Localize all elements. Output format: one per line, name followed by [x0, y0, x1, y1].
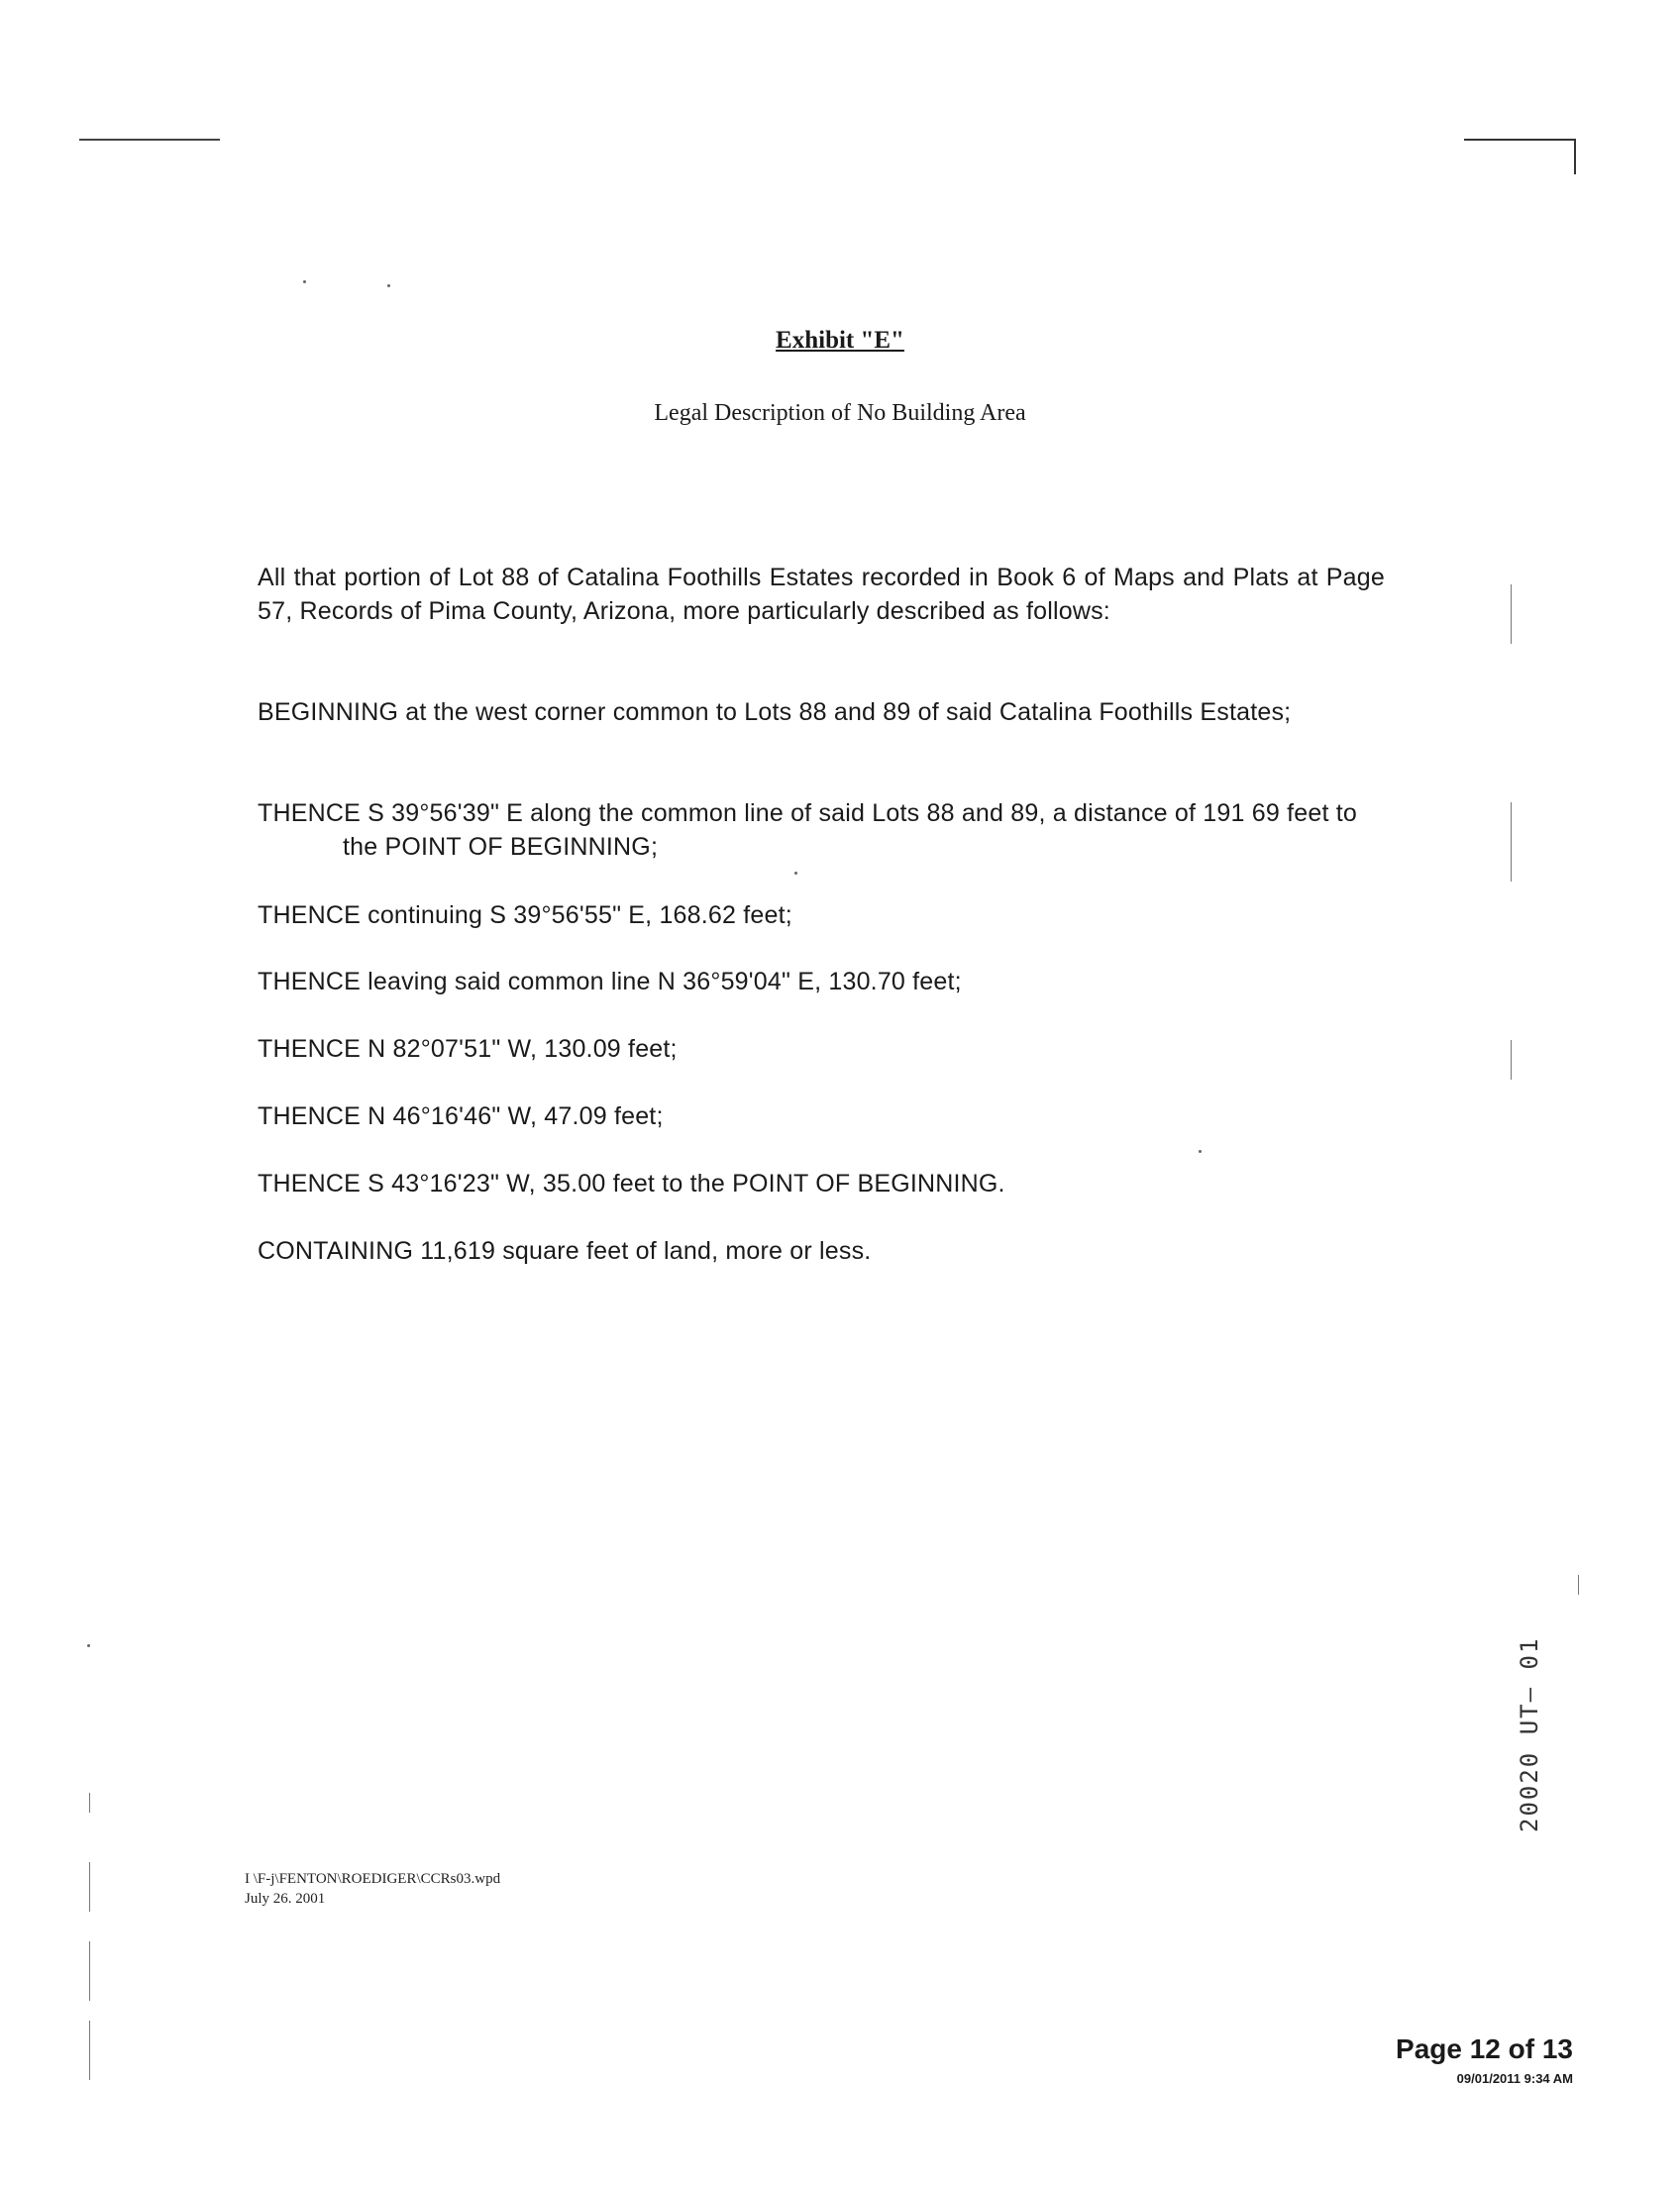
scan-speck: [794, 872, 797, 875]
scan-edge-mark: [1511, 1040, 1512, 1080]
legal-description-course: THENCE N 82°07'51" W, 130.09 feet;: [258, 1035, 678, 1063]
file-path: I \F-j\FENTON\ROEDIGER\CCRs03.wpd: [245, 1871, 501, 1887]
legal-description-course: THENCE continuing S 39°56'55" E, 168.62 feet;: [258, 901, 792, 929]
scan-speck: [387, 284, 390, 287]
scan-edge-mark: [1511, 584, 1512, 644]
scan-speck: [1199, 1150, 1202, 1153]
scan-line-top-left: [79, 139, 220, 141]
file-date: July 26. 2001: [245, 1891, 326, 1907]
legal-description-course: THENCE S 43°16'23" W, 35.00 feet to the POINT OF BEGINNING.: [258, 1170, 1005, 1198]
scan-corner-mark: [1574, 139, 1576, 174]
scan-edge-mark: [89, 1862, 90, 1912]
page-number: Page 12 of 13: [1396, 2033, 1573, 2064]
legal-description-course: BEGINNING at the west corner common to Lots 88 and 89 of said Catalina Foothills Estates;: [258, 698, 1292, 726]
scan-speck: [303, 280, 306, 283]
exhibit-subtitle: Legal Description of No Building Area: [654, 400, 1026, 426]
scan-edge-mark: [89, 1941, 90, 2001]
legal-description-course: THENCE S 39°56'39" E along the common line of said Lots 88 and 89, a distance of 191 69 feet to the POINT OF BEGINNING;: [258, 799, 1357, 861]
recording-stamp: 20020 UT— 01: [1516, 1636, 1543, 1832]
scan-speck: [87, 1644, 90, 1647]
legal-description-intro: All that portion of Lot 88 of Catalina Foothills Estates recorded in Book 6 of Maps and Plats at Page 57, Records of Pima County, Arizona, more particularly described as follows:: [258, 564, 1385, 625]
page-timestamp: 09/01/2011 9:34 AM: [1456, 2071, 1573, 2086]
scan-edge-mark: [89, 2021, 90, 2080]
legal-description-course: THENCE N 46°16'46" W, 47.09 feet;: [258, 1102, 664, 1130]
scan-edge-mark: [1511, 802, 1512, 882]
scan-edge-mark: [89, 1793, 90, 1813]
legal-description-course: THENCE leaving said common line N 36°59'04" E, 130.70 feet;: [258, 968, 962, 995]
legal-description-area: CONTAINING 11,619 square feet of land, more or less.: [258, 1237, 872, 1265]
file-reference: [245, 1869, 500, 1909]
scan-line-top-right: [1464, 139, 1575, 141]
scan-edge-mark: [1578, 1575, 1579, 1595]
exhibit-title: Exhibit "E": [776, 327, 904, 354]
